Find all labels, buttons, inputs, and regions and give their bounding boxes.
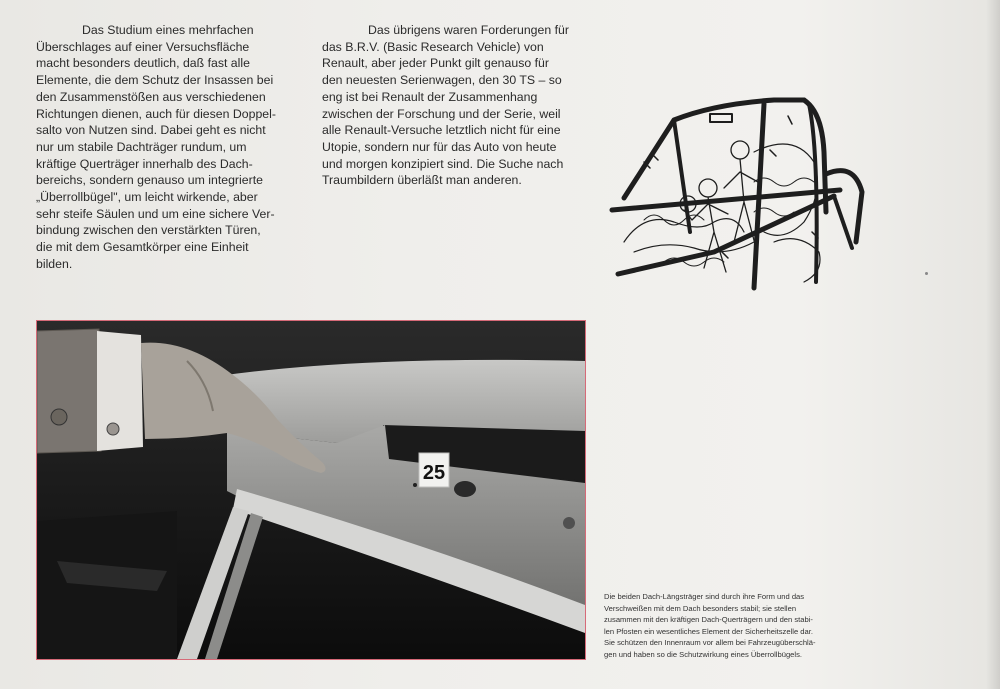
text-line: eng ist bei Renault der Zusammenhang [322,89,538,104]
body-text-left-column [36,22,302,273]
text-line: den neuesten Serienwagen, den 30 TS – so [322,73,562,88]
text-line: salto von Nutzen sind. Dabei geht es nicht [36,123,266,138]
text-line: die mit dem Gesamtkörper eine Einheit [36,240,249,255]
text-line: bindung zwischen den verstärkten Türen, [36,223,261,238]
body-text-middle-column [322,22,592,189]
text-line: sehr steife Säulen und um eine sichere Ver- [36,206,275,221]
caption-line: Sie schützen den Innenraum vor allem bei Fahrzeugüberschlä- [604,638,816,648]
text-line: bereichs, sondern genauso um integrierte [36,173,263,188]
photo-caption [604,591,874,661]
text-line: Überschlages auf einer Versuchsfläche [36,39,250,54]
roof-rail-photo [36,320,586,660]
text-line: Richtungen dienen, auch für diesen Doppel- [36,106,276,121]
text-line: kräftige Querträger innerhalb des Dach- [36,156,253,171]
text-line: Utopie, sondern nur für das Auto von heute [322,139,557,154]
label-number-25: 25 [422,462,446,484]
text-line: alle Renault-Versuche letztlich nicht für eine [322,123,561,138]
text-line: Renault, aber jeder Punkt gilt genauso für [322,56,549,71]
safety-cell-illustration [604,92,872,304]
text-line: den Zusammenstößen aus verschiedenen [36,89,266,104]
caption-line: zusammen mit den kräftigen Dach-Querträgern und den stabi- [604,615,813,625]
text-line: bilden. [36,256,73,271]
caption-line: Die beiden Dach-Längsträger sind durch ihre Form und das [604,592,805,601]
text-line: Elemente, die dem Schutz der Insassen bei [36,73,274,88]
text-line: „Überrollbügel", um leicht wirkende, aber [36,190,258,205]
caption-line: gen und haben so die Schutzwirkung eines Überrollbügels. [604,649,802,659]
text-line: Das Studium eines mehrfachen [82,23,254,37]
text-line: nur um stabile Dachträger rundum, um [36,139,247,154]
caption-line: Verschweißen mit dem Dach besonders stabil; sie stellen [604,603,797,613]
text-line: und morgen konzipiert sind. Die Suche nach [322,156,564,171]
text-line: Das übrigens waren Forderungen für [368,23,569,37]
text-line: das B.R.V. (Basic Research Vehicle) von [322,39,544,54]
caption-line: len Pfosten ein wesentliches Element der Sicherheitszelle dar. [604,626,813,636]
text-line: Traumbildern überläßt man anderen. [322,173,522,188]
page-fold-shadow [986,0,1000,689]
paper-speck [925,272,928,275]
text-line: zwischen der Forschung und der Serie, weil [322,106,561,121]
text-line: macht besonders deutlich, daß fast alle [36,56,250,71]
